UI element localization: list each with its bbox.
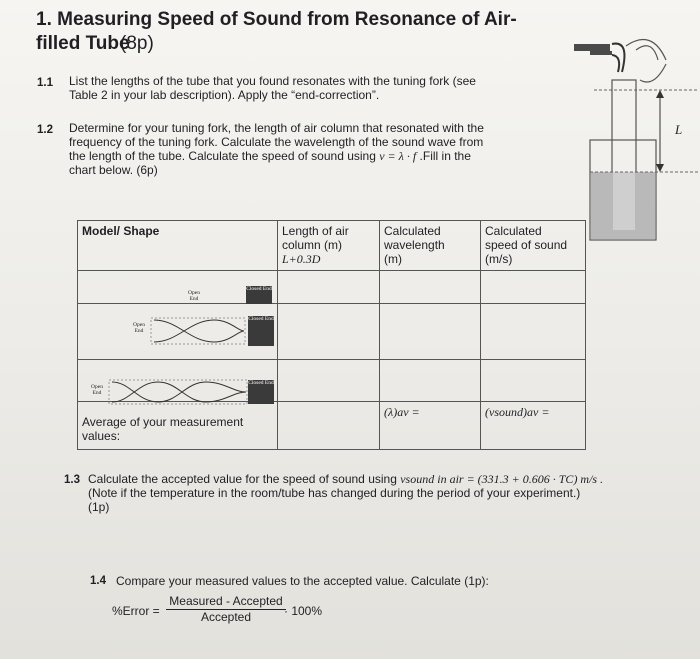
length-cell-3[interactable] (278, 360, 380, 402)
speed-cell-1[interactable] (481, 271, 586, 304)
average-length-cell (278, 402, 380, 450)
q11-line1: List the lengths of the tube that you found resonates with the tuning fork (see (69, 74, 476, 88)
table-row (78, 271, 586, 304)
speed-cell-2[interactable] (481, 304, 586, 360)
header-wavelength: Calculated wavelength (m) (380, 221, 481, 271)
tube-icon (590, 80, 698, 240)
section-points: (8p) (120, 33, 154, 54)
length-cell-1[interactable] (278, 271, 380, 304)
speed-formula: v = λ · f (379, 149, 417, 163)
header-model-shape: Model/ Shape (78, 221, 278, 271)
average-wavelength-cell[interactable] (380, 402, 481, 450)
row1-closed-end-label: Closed End (246, 286, 272, 304)
q12-line3-end: .Fill in the (419, 149, 471, 163)
q12-line3-text: the length of the tube. Calculate the speed of sound using (69, 149, 376, 163)
table-average-row (78, 402, 586, 450)
row2-open-end-label: Open End (133, 322, 145, 334)
average-label-cell (78, 402, 278, 450)
section-title (36, 8, 556, 56)
error-fraction (166, 594, 286, 624)
question-1-3-text (88, 472, 648, 514)
error-factor: · 100% (284, 604, 323, 618)
row2-closed-end-label: Closed End (248, 316, 274, 346)
q13-line1: Calculate the accepted value for the speed of sound using (88, 472, 397, 486)
question-1-3-number: 1.3 (64, 474, 80, 486)
question-1-2-number: 1.2 (37, 124, 53, 136)
accepted-speed-formula: vsound in air = (331.3 + 0.606 · TC) m/s . (400, 472, 604, 486)
q13-line2: (Note if the temperature in the room/tube has changed during the period of your experiment.) (88, 486, 581, 500)
q13-line3: (1p) (88, 500, 110, 514)
q13-line1-wrap (88, 472, 648, 486)
tube-length-label: L (675, 122, 683, 137)
question-1-4-number: 1.4 (90, 575, 106, 587)
wavelength-average: (λ)av = (384, 405, 420, 419)
tuning-fork-icon (574, 40, 666, 82)
error-numerator: Measured - Accepted (166, 594, 286, 610)
q11-line2: Table 2 in your lab description). Apply the “end-correction”. (69, 88, 380, 102)
row2-standing-wave-icon (150, 316, 246, 346)
q12-line3 (69, 149, 589, 163)
question-1-1-number: 1.1 (37, 77, 53, 89)
average-label: Average of your measurement values: (82, 415, 244, 443)
error-label: %Error = (112, 604, 160, 618)
row3-open-end-label: Open End (91, 384, 103, 396)
header-speed: Calculated speed of sound (m/s) (481, 221, 586, 271)
question-1-1-text (69, 74, 589, 102)
q12-line1: Determine for your tuning fork, the length of air column that resonated with the (69, 121, 484, 135)
question-1-2-text (69, 121, 589, 177)
speed-cell-3[interactable] (481, 360, 586, 402)
table-header-row (78, 221, 586, 271)
q12-line4: chart below. (6p) (69, 163, 158, 177)
q12-line2: frequency of the tuning fork. Calculate the wavelength of the sound wave from (69, 135, 484, 149)
length-cell-2[interactable] (278, 304, 380, 360)
section-title-text: 1. Measuring Speed of Sound from Resonance of Air-filled Tube (36, 9, 517, 54)
error-denominator: Accepted (200, 610, 252, 624)
wavelength-cell-1[interactable] (380, 271, 481, 304)
speed-average: (vsound)av = (485, 405, 550, 419)
average-speed-cell[interactable] (481, 402, 586, 450)
header-length: Length of air column (m) L+0.3D (278, 221, 380, 271)
wavelength-cell-2[interactable] (380, 304, 481, 360)
row1-open-end-label: Open End (188, 290, 200, 302)
q14-line1: Compare your measured values to the accepted value. Calculate (1p): (116, 574, 489, 588)
row3-standing-wave-icon (108, 378, 248, 406)
wavelength-cell-3[interactable] (380, 360, 481, 402)
row3-closed-end-label: Closed End (248, 380, 274, 404)
